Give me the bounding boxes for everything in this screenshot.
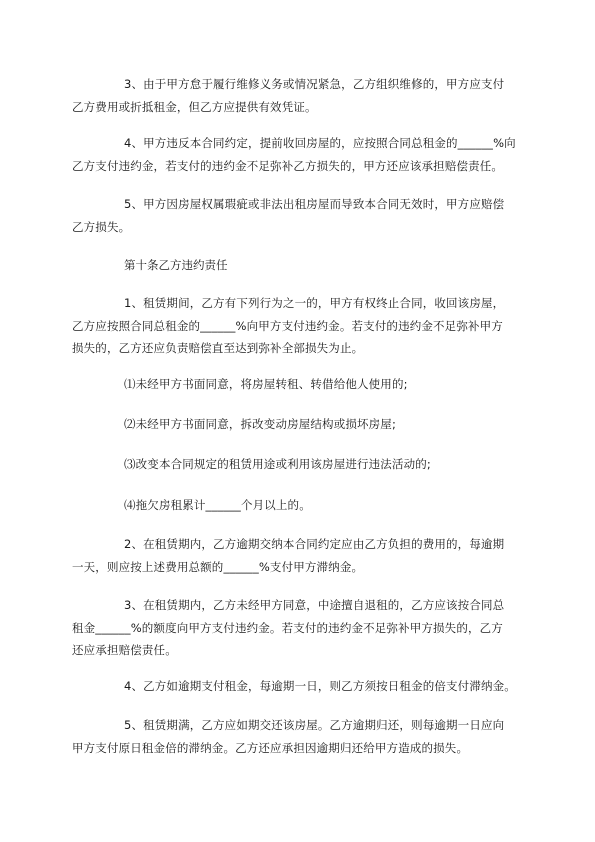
text-line: 5、甲方因房屋权属瑕疵或非法出租房屋而导致本合同无效时，甲方应赔偿 xyxy=(124,197,505,211)
clause-10-subitem-3 xyxy=(72,453,542,476)
text-line: 4、乙方如逾期支付租金，每逾期一日，则乙方须按日租金的倍支付滞纳金。 xyxy=(124,679,516,693)
text-line: 还应承担赔偿责任。 xyxy=(72,643,177,657)
text-line: ⑷拖欠房租累计______个月以上的。 xyxy=(124,498,311,512)
text-line: 租金______%的额度向甲方支付违约金。若支付的违约金不足弥补甲方损失的，乙方 xyxy=(72,620,503,635)
text-line: 甲方支付原日租金倍的滞纳金。乙方还应承担因逾期归还给甲方造成的损失。 xyxy=(72,740,469,755)
text-line: ⑵未经甲方书面同意，拆改变动房屋结构或损坏房屋; xyxy=(124,417,396,431)
clause-10-item-1 xyxy=(72,292,542,360)
text-line: 一天，则应按上述费用总额的______%支付甲方滞纳金。 xyxy=(72,559,364,574)
clause-10-subitem-2 xyxy=(72,413,542,436)
text-line: 损失的，乙方还应负责赔偿直至达到弥补全部损失为止。 xyxy=(72,341,364,355)
clause-10-item-5 xyxy=(72,714,542,759)
text-line: 5、租赁期满，乙方应如期交还该房屋。乙方逾期归还，则每逾期一日应向 xyxy=(124,718,505,732)
text-line: 3、在租赁期内，乙方未经甲方同意，中途擅自退租的，乙方应该按合同总 xyxy=(124,598,505,612)
text-line: 2、在租赁期内，乙方逾期交纳本合同约定应由乙方负担的费用的，每逾期 xyxy=(124,537,505,551)
clause-9-item-4 xyxy=(72,132,542,177)
text-line: 乙方支付违约金，若支付的违约金不足弥补乙方损失的，甲方还应该承担赔偿责任。 xyxy=(72,158,504,173)
text-line: 乙方损失。 xyxy=(72,219,131,234)
text-line: ⑶改变本合同规定的租赁用途或利用该房屋进行违法活动的; xyxy=(124,457,431,471)
clause-10-subitem-4 xyxy=(72,494,542,517)
clause-9-item-3 xyxy=(72,73,542,118)
text-line: 4、甲方违反本合同约定，提前收回房屋的，应按照合同总租金的______%向 xyxy=(124,136,516,150)
text-line: ⑴未经甲方书面同意，将房屋转租、转借给他人使用的; xyxy=(124,377,408,391)
clause-10-item-3 xyxy=(72,594,542,662)
text-line: 乙方应按照合同总租金的______%向甲方支付违约金。若支付的违约金不足弥补甲方 xyxy=(72,318,503,333)
clause-10-subitem-1 xyxy=(72,373,542,396)
clause-9-item-5 xyxy=(72,193,542,238)
text-line: 1、租赁期间，乙方有下列行为之一的，甲方有权终止合同，收回该房屋， xyxy=(124,296,505,310)
clause-10-item-4 xyxy=(72,675,542,698)
text-line: 乙方费用或折抵租金，但乙方应提供有效凭证。 xyxy=(72,99,317,114)
clause-10-item-2 xyxy=(72,533,542,578)
section-heading-clause-10: 第十条乙方违约责任 xyxy=(124,258,228,272)
text-line: 3、由于甲方怠于履行维修义务或情况紧急，乙方组织维修的，甲方应支付 xyxy=(124,77,505,91)
